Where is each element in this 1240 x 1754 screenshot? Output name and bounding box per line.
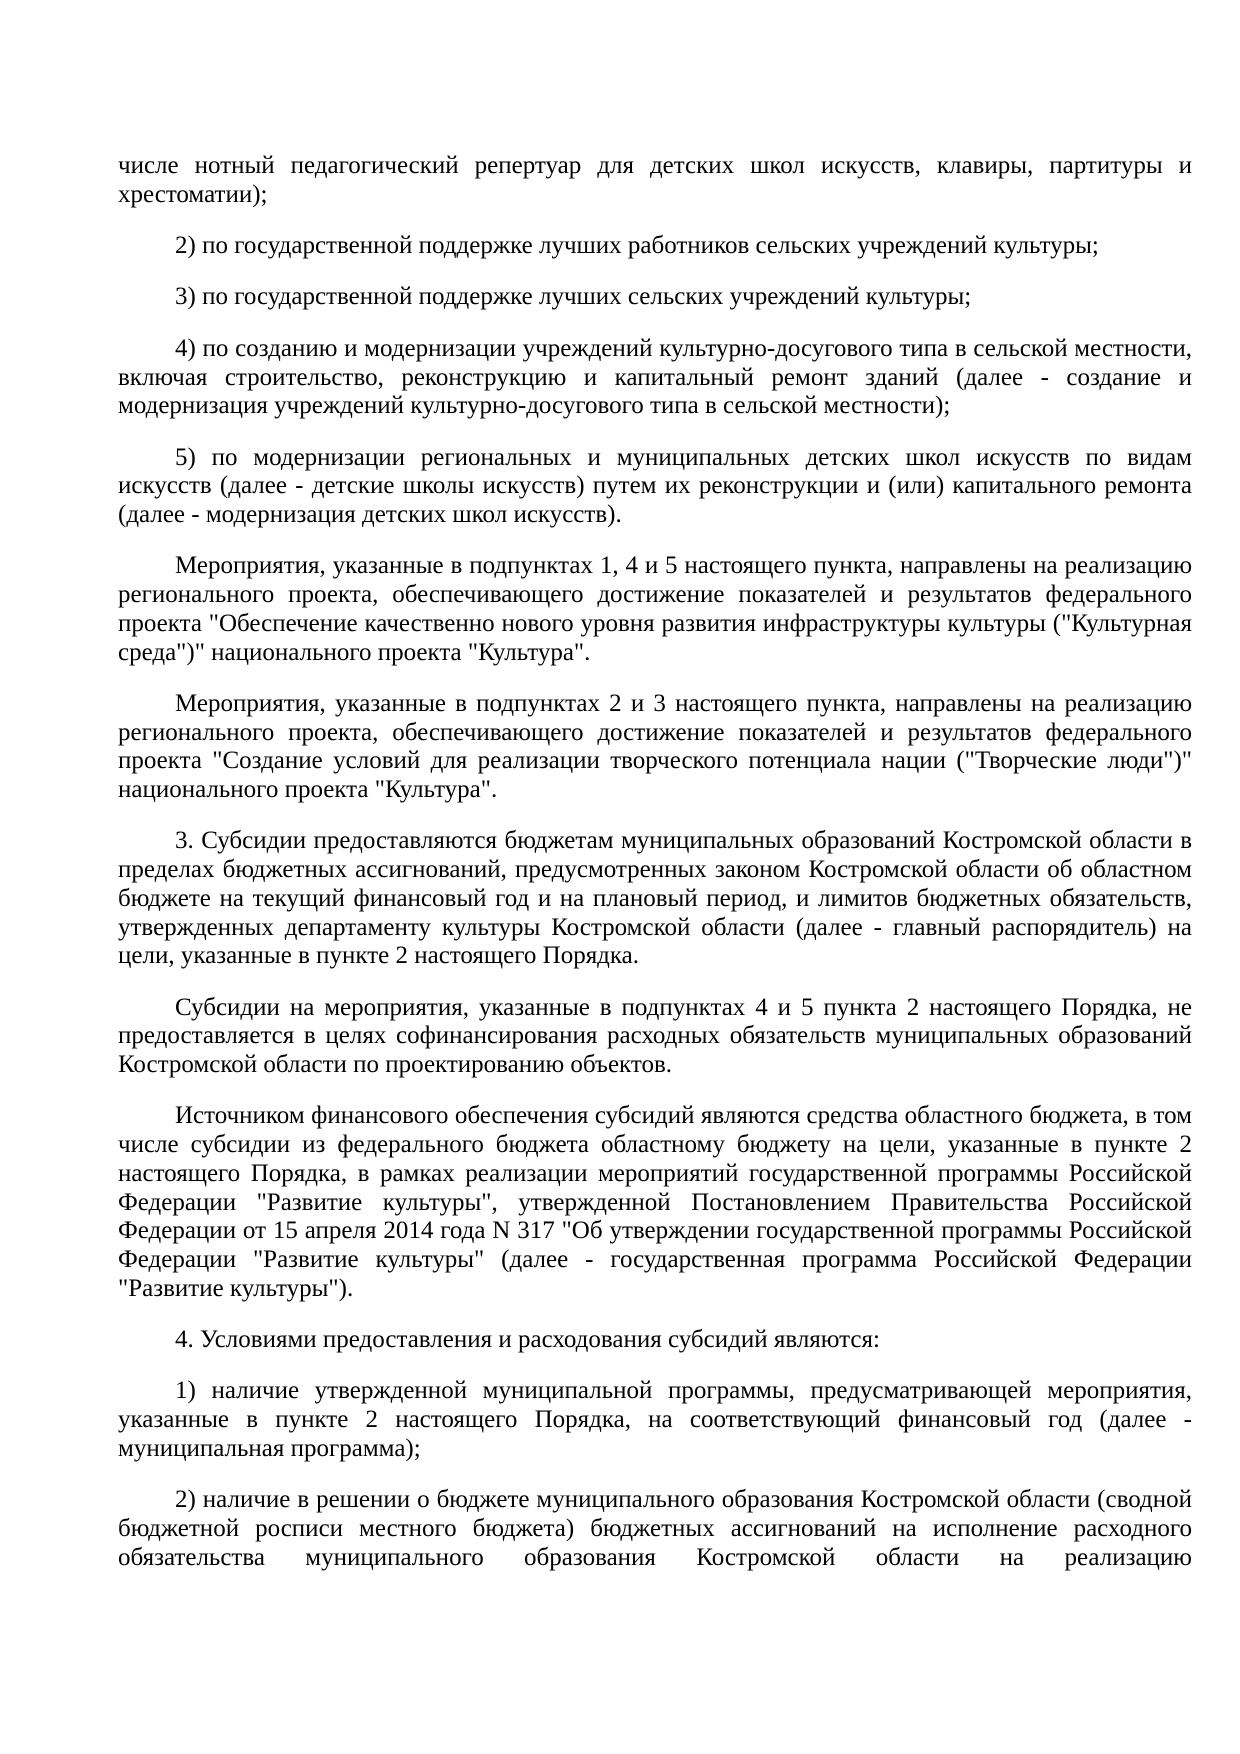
paragraph-continuation: числе нотный педагогический репертуар для детских школ искусств, клавиры, партитуры и хрестоматии); (118, 152, 1192, 208)
document-page (118, 152, 1192, 1595)
paragraph-item-3: 3) по государственной поддержке лучших сельских учреждений культуры; (175, 283, 972, 311)
paragraph-measures-1-4-5: Мероприятия, указанные в подпунктах 1, 4 и 5 настоящего пункта, направлены на реализацию регионального проекта, обеспечивающего достижение показателей и результатов федерального проекта "Обеспечение качественно нового уровня развития инфраструктуры культуры ("Культурная среда")" национального проекта "Культура". (118, 552, 1192, 666)
paragraph-item-4: 4) по созданию и модернизации учреждений культурно-досугового типа в сельской местности, включая строительство, реконструкцию и капитальный ремонт зданий (далее - создание и модернизация учреждений культурно-досугового типа в сельской местности); (118, 334, 1192, 420)
paragraph-measures-2-3: Мероприятия, указанные в подпунктах 2 и 3 настоящего пункта, направлены на реализацию регионального проекта, обеспечивающего достижение показателей и результатов федерального проекта "Создание условий для реализации творческого потенциала нации ("Творческие люди")" национального проекта "Культура". (118, 689, 1192, 804)
paragraph-item-5: 5) по модернизации региональных и муниципальных детских школ искусств по видам искусств (далее - детские школы искусств) путем их реконструкции и (или) капитального ремонта (далее - модернизация детских школ искусств). (118, 443, 1192, 529)
paragraph-condition-2: 2) наличие в решении о бюджете муниципального образования Костромской области (сводной бюджетной росписи местного бюджета) бюджетных ассигнований на исполнение расходного обязательства муниципального образования Костромской области на реализацию (118, 1486, 1192, 1571)
paragraph-funding-source: Источником финансового обеспечения субсидий являются средства областного бюджета, в том числе субсидии из федерального бюджета областному бюджету на цели, указанные в пункте 2 настоящего Порядка, в рамках реализации мероприятий государственной программы Российской Федерации "Развитие культуры", утвержденной Постановлением Правительства Российской Федерации от 15 апреля 2014 года N 317 "Об утверждении государственной программы Российской Федерации "Развитие культуры" (далее - государственная программа Российской Федерации "Развитие культуры"). (118, 1102, 1192, 1302)
paragraph-item-2: 2) по государственной поддержке лучших работников сельских учреждений культуры; (175, 232, 1099, 260)
paragraph-condition-1: 1) наличие утвержденной муниципальной программы, предусматривающей мероприятия, указанные в пункте 2 настоящего Порядка, на соответствующий финансовый год (далее - муниципальная программа); (118, 1377, 1192, 1462)
paragraph-section-3: 3. Субсидии предоставляются бюджетам муниципальных образований Костромской области в пределах бюджетных ассигнований, предусмотренных законом Костромской области об областном бюджете на текущий финансовый год и на плановый период, и лимитов бюджетных обязательств, утвержденных департаменту культуры Костромской области (далее - главный распорядитель) на цели, указанные в пункте 2 настоящего Порядка. (118, 827, 1192, 970)
paragraph-subsidies-design: Субсидии на мероприятия, указанные в подпунктах 4 и 5 пункта 2 настоящего Порядка, не предоставляется в целях софинансирования расходных обязательств муниципальных образований Костромской области по проектированию объектов. (118, 993, 1192, 1079)
paragraph-section-4: 4. Условиями предоставления и расходования субсидий являются: (175, 1326, 880, 1354)
